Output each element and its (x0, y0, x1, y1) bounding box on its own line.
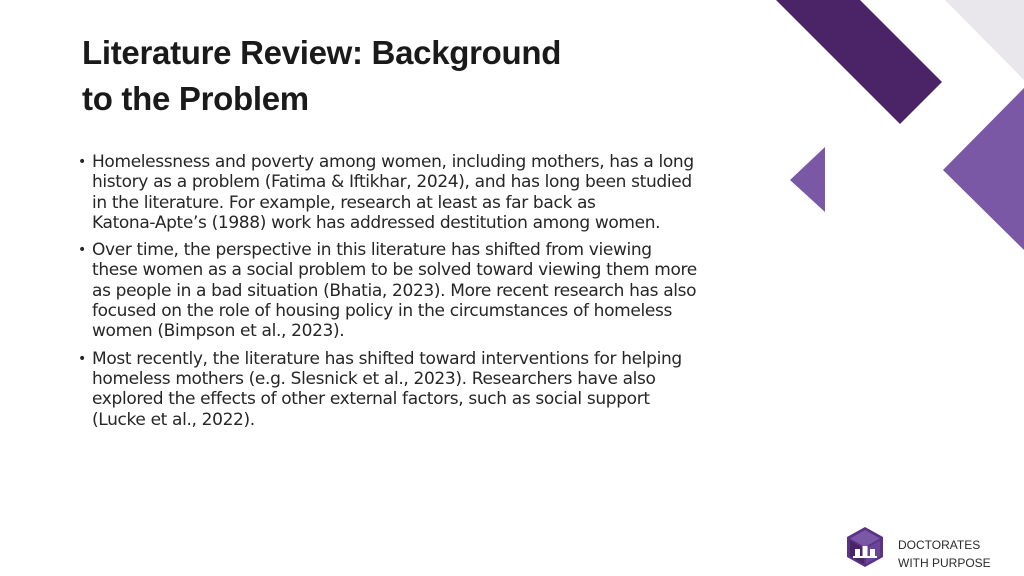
bullet-line: Most recently, the literature has shifted toward interventions for helping (92, 348, 682, 369)
page-title (82, 30, 702, 122)
purple-diamond-right (943, 88, 1024, 250)
list-item (76, 349, 816, 430)
bullet-line: Over time, the perspective in this literature has shifted from viewing (92, 240, 652, 261)
light-gray-triangle (945, 0, 1024, 80)
bullet-line: in the literature. For example, research at least as far back as (92, 192, 596, 213)
title-line-2: to the Problem (82, 80, 309, 117)
bullet-marker: • (78, 154, 86, 170)
bullet-list (76, 152, 816, 437)
bullet-line: (Lucke et al., 2022). (92, 409, 255, 430)
bullet-line: focused on the role of housing policy in the circumstances of homeless (92, 301, 672, 322)
dark-purple-band (776, 0, 942, 124)
list-item (76, 152, 816, 233)
bullet-line: explored the effects of other external factors, such as social support (92, 389, 650, 410)
title-line-1: Literature Review: Background (82, 34, 562, 71)
bullet-line: Homelessness and poverty among women, including mothers, has a long (92, 152, 694, 172)
cube-logo-icon (845, 526, 885, 568)
brand-name (898, 536, 991, 572)
bullet-marker: • (78, 350, 86, 367)
bullet-line: homeless mothers (e.g. Slesnick et al., 2023). Researchers have also (92, 368, 656, 389)
bullet-line: Katona-Apte’s (1988) work has addressed destitution among women. (92, 212, 661, 233)
bullet-line: history as a problem (Fatima & Iftikhar, 2024), and has long been studied (92, 172, 692, 193)
bullet-line: women (Bimpson et al., 2023). (92, 321, 345, 342)
bullet-marker: • (78, 242, 86, 259)
list-item (76, 240, 816, 341)
brand-line-2: WITH PURPOSE (898, 556, 991, 570)
bullet-line: these women as a social problem to be solved toward viewing them more (92, 260, 697, 281)
bullet-line: as people in a bad situation (Bhatia, 2023). More recent research has also (92, 280, 697, 301)
brand-line-1: DOCTORATES (898, 538, 981, 552)
